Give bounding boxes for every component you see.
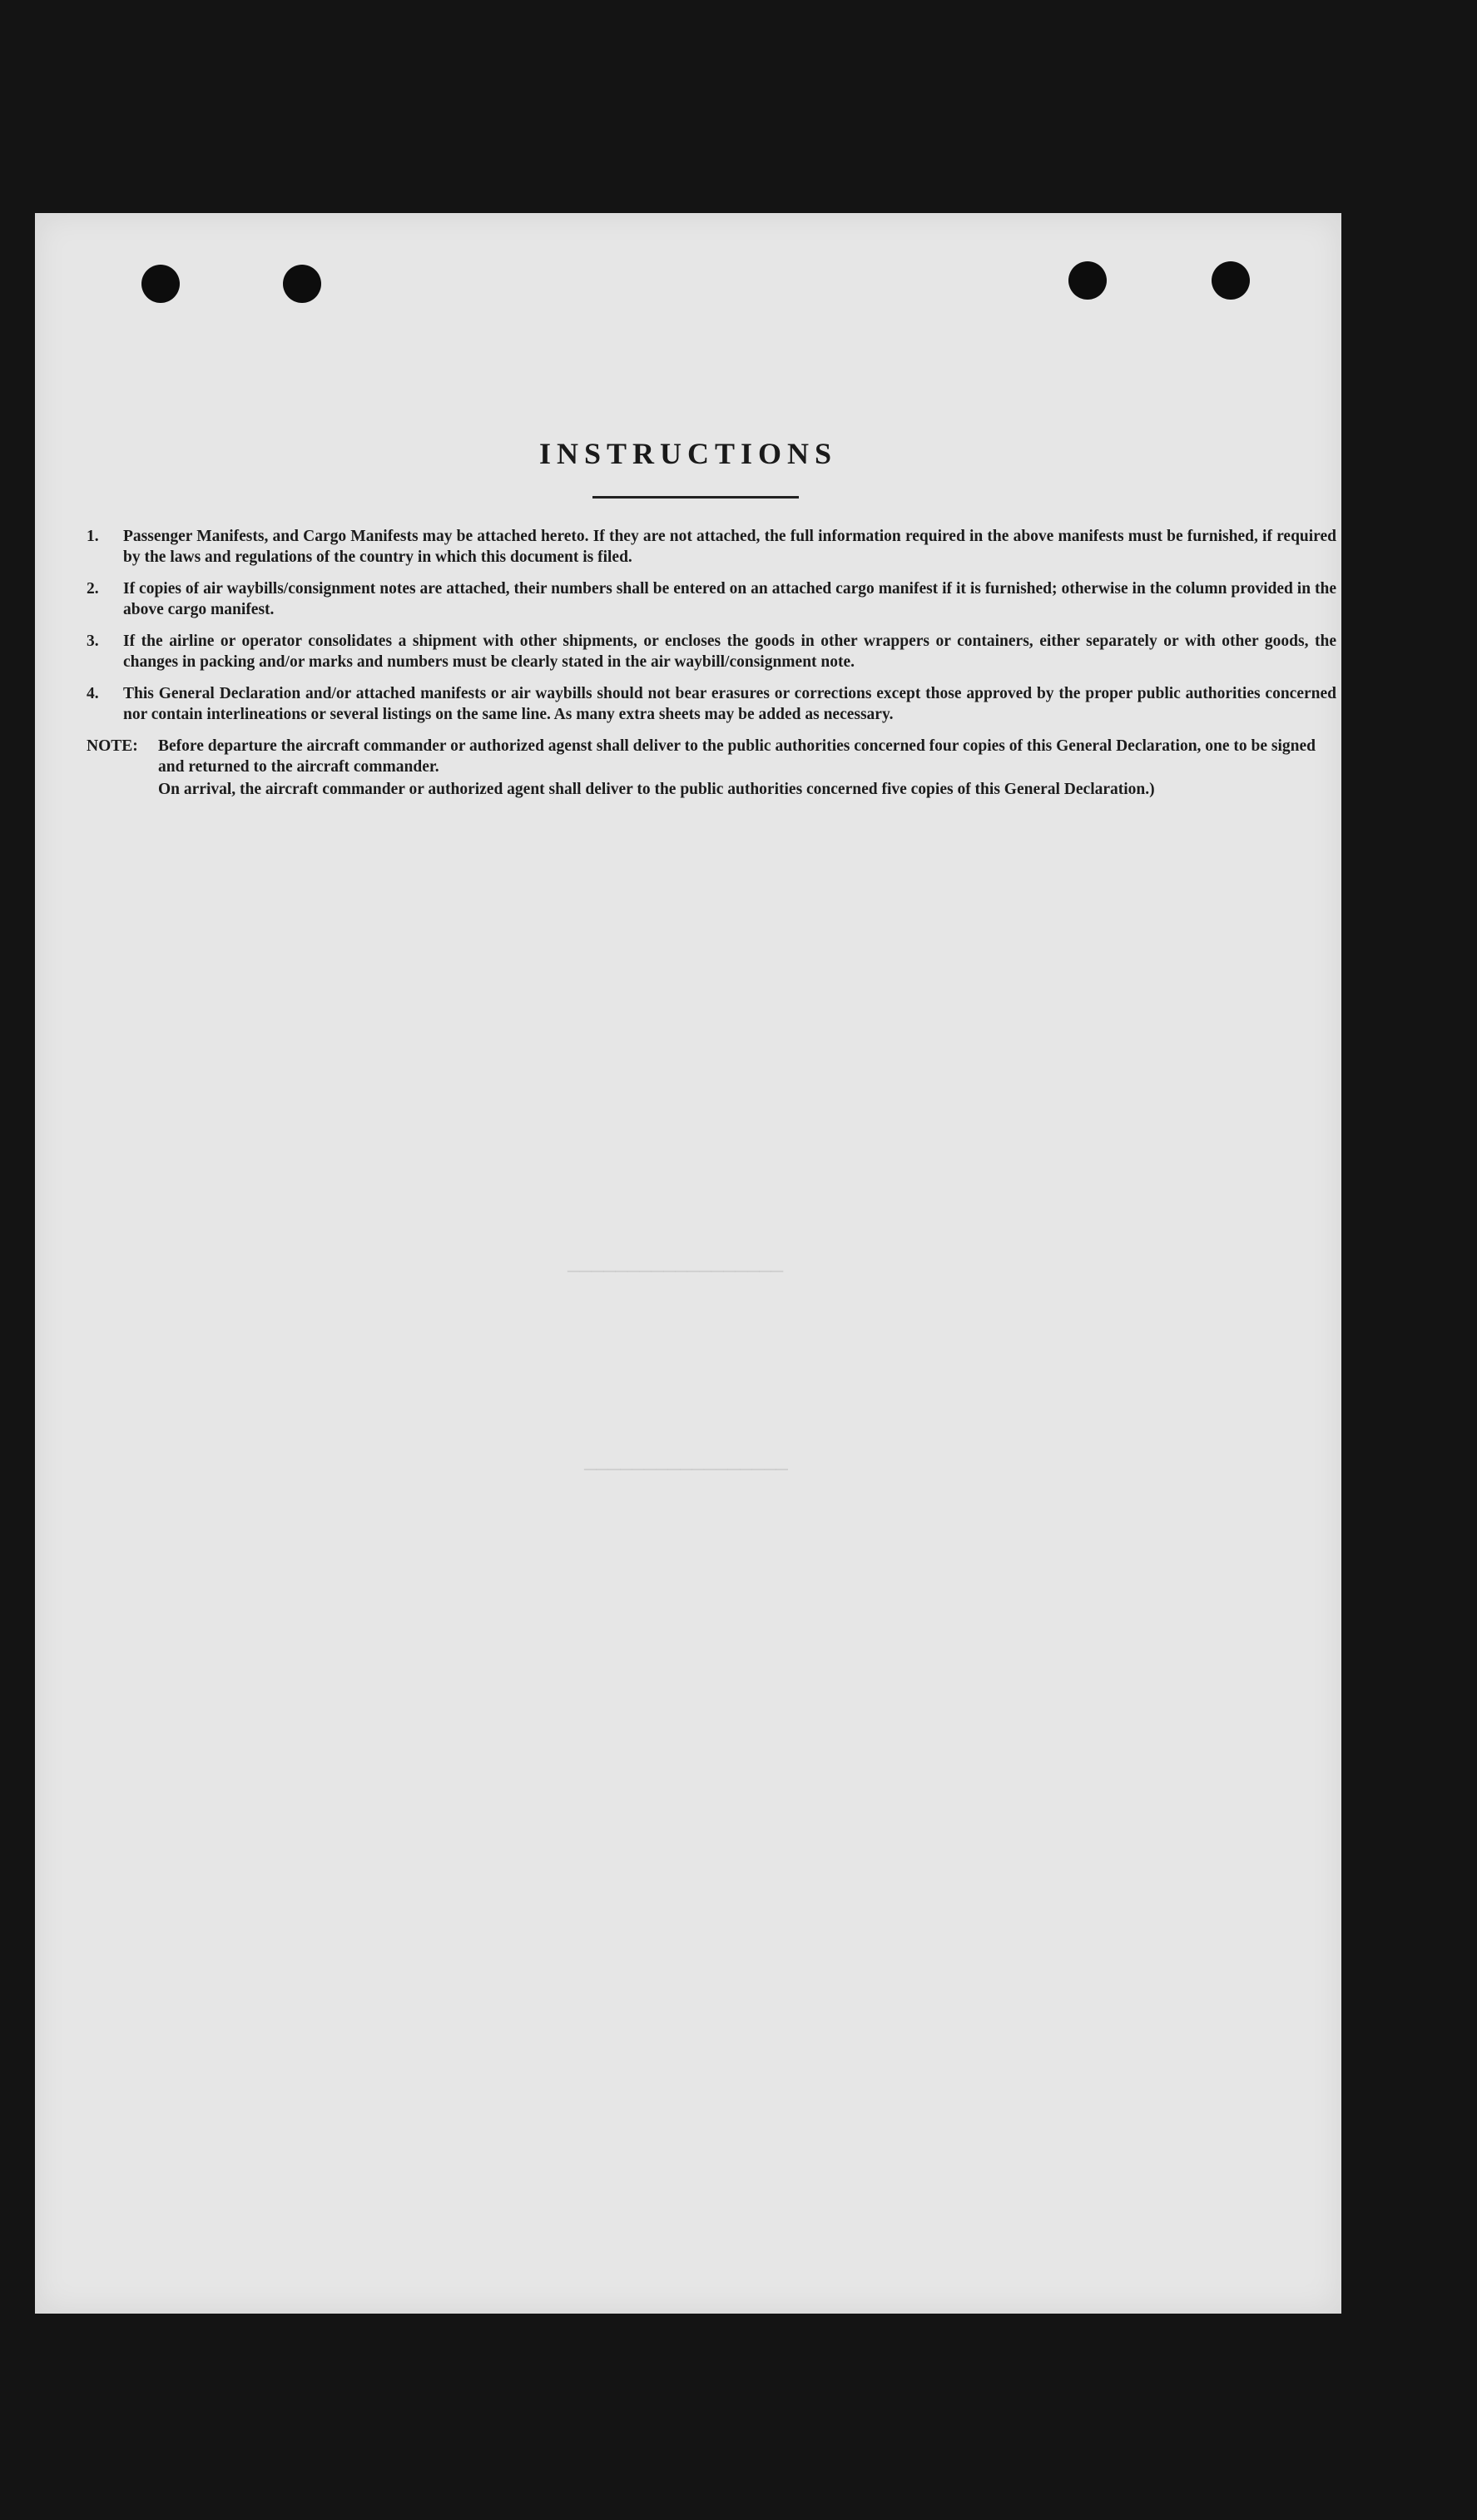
list-item: [87, 631, 1336, 672]
item-number: 3.: [87, 632, 99, 650]
note-block: [87, 736, 1336, 800]
punch-hole: [1212, 261, 1250, 300]
punch-hole: [1068, 261, 1107, 300]
instructions-list: [87, 526, 1336, 800]
punch-hole: [283, 265, 321, 303]
page-title: INSTRUCTIONS: [538, 437, 838, 470]
note-arrival-text: On arrival, the aircraft commander or authorized agent shall deliver to the public authorities concerned five copies of this General Declaration.): [158, 781, 1155, 798]
note-departure-text: Before departure the aircraft commander or authorized agenst shall deliver to the public authorities concerned four copies of this General Declaration, one to be signed and returned to the aircraft commander.: [158, 737, 1316, 776]
list-item: [87, 526, 1336, 568]
item-text: If copies of air waybills/consignment notes are attached, their numbers shall be entered on an attached cargo manifest if it is furnished; otherwise in the column provided in the above cargo manifest.: [123, 580, 1336, 618]
title-underline: [592, 496, 799, 499]
list-item: [87, 683, 1336, 725]
bleed-through-text: ──────────────────: [568, 1262, 784, 1284]
item-number: 1.: [87, 528, 99, 545]
item-number: 2.: [87, 580, 99, 598]
bleed-through-text: ─────────────────: [584, 1460, 788, 1482]
document-page: [35, 213, 1341, 2314]
item-text: If the airline or operator consolidates a shipment with other shipments, or encloses the goods in other wrappers or containers, either separately or with other goods, the changes in packing and/or marks and numbers must be clearly stated in the air waybill/consignment note.: [123, 632, 1336, 671]
item-text: Passenger Manifests, and Cargo Manifests may be attached hereto. If they are not attached, the full information required in the above manifests must be furnished, if required by the laws and regulations of the country in which this document is filed.: [123, 528, 1336, 566]
item-number: 4.: [87, 685, 99, 702]
punch-hole: [141, 265, 180, 303]
note-label: NOTE:: [87, 737, 138, 755]
item-text: This General Declaration and/or attached manifests or air waybills should not bear erasures or corrections except those approved by the proper public authorities concerned nor contain interlineations or several listings on the same line. As many extra sheets may be added as necessary.: [123, 685, 1336, 723]
list-item: [87, 578, 1336, 620]
